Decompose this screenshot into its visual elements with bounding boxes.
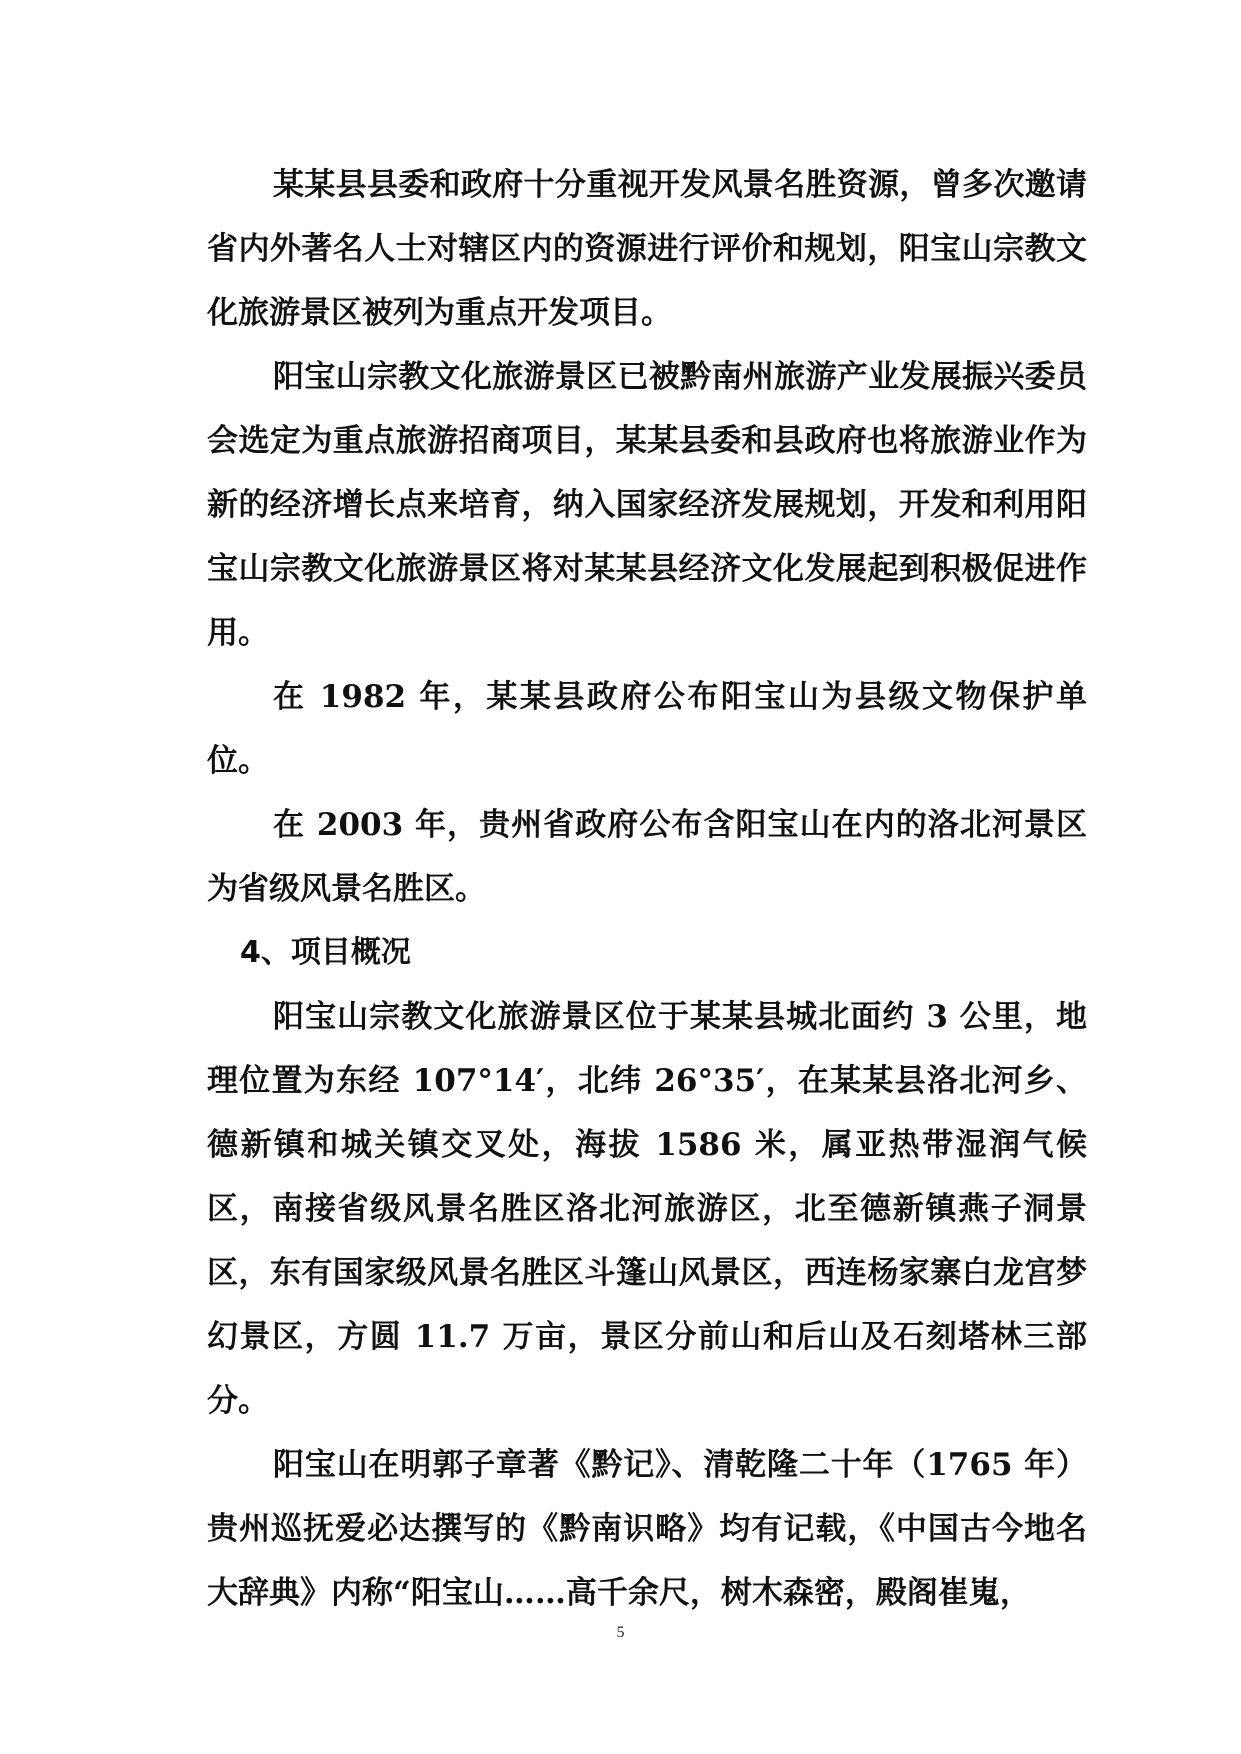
page-number: 5 — [616, 1624, 625, 1641]
paragraph-historical-records: 阳宝山在明郭子章著《黔记》、清乾隆二十年（1765 年）贵州巡抚爱必达撰写的《黔南识略》均有记载，《中国古今地名大辞典》内称“阳宝山……高千余尺，树木森密，殿阁崔嵬， — [207, 1447, 1087, 1611]
paragraph-investment-project: 阳宝山宗教文化旅游景区已被黔南州旅游产业发展振兴委员会选定为重点旅游招商项目，某某县委和县政府也将旅游业作为新的经济增长点来培育，纳入国家经济发展规划，开发和利用阳宝山宗教文化旅游景区将对某某县经济文化发展起到积极促进作用。 — [207, 359, 1087, 651]
paragraph-location: 阳宝山宗教文化旅游景区位于某某县城北面约 3 公里，地理位置为东经 107°14′，北纬 26°35′，在某某县洛北河乡、德新镇和城关镇交叉处，海拔 1586 米，属亚热带湿润气候区，南接省级风景名胜区洛北河旅游区，北至德新镇燕子洞景区，东有国家级风景名胜区斗篷山风景区，西连杨家寨白龙宫梦幻景区，方圆 11.7 万亩，景区分前山和后山及石刻塔林三部分。 — [207, 999, 1087, 1419]
paragraph-development-importance: 某某县县委和政府十分重视开发风景名胜资源，曾多次邀请省内外著名人士对辖区内的资源进行评价和规划，阳宝山宗教文化旅游景区被列为重点开发项目。 — [207, 167, 1087, 331]
section-heading-project-overview: 4、项目概况 — [240, 935, 411, 970]
paragraph-1982-protection: 在 1982 年，某某县政府公布阳宝山为县级文物保护单位。 — [207, 679, 1087, 779]
document-body — [207, 153, 1087, 1625]
paragraph-2003-scenic-area: 在 2003 年，贵州省政府公布含阳宝山在内的洛北河景区为省级风景名胜区。 — [207, 807, 1087, 907]
